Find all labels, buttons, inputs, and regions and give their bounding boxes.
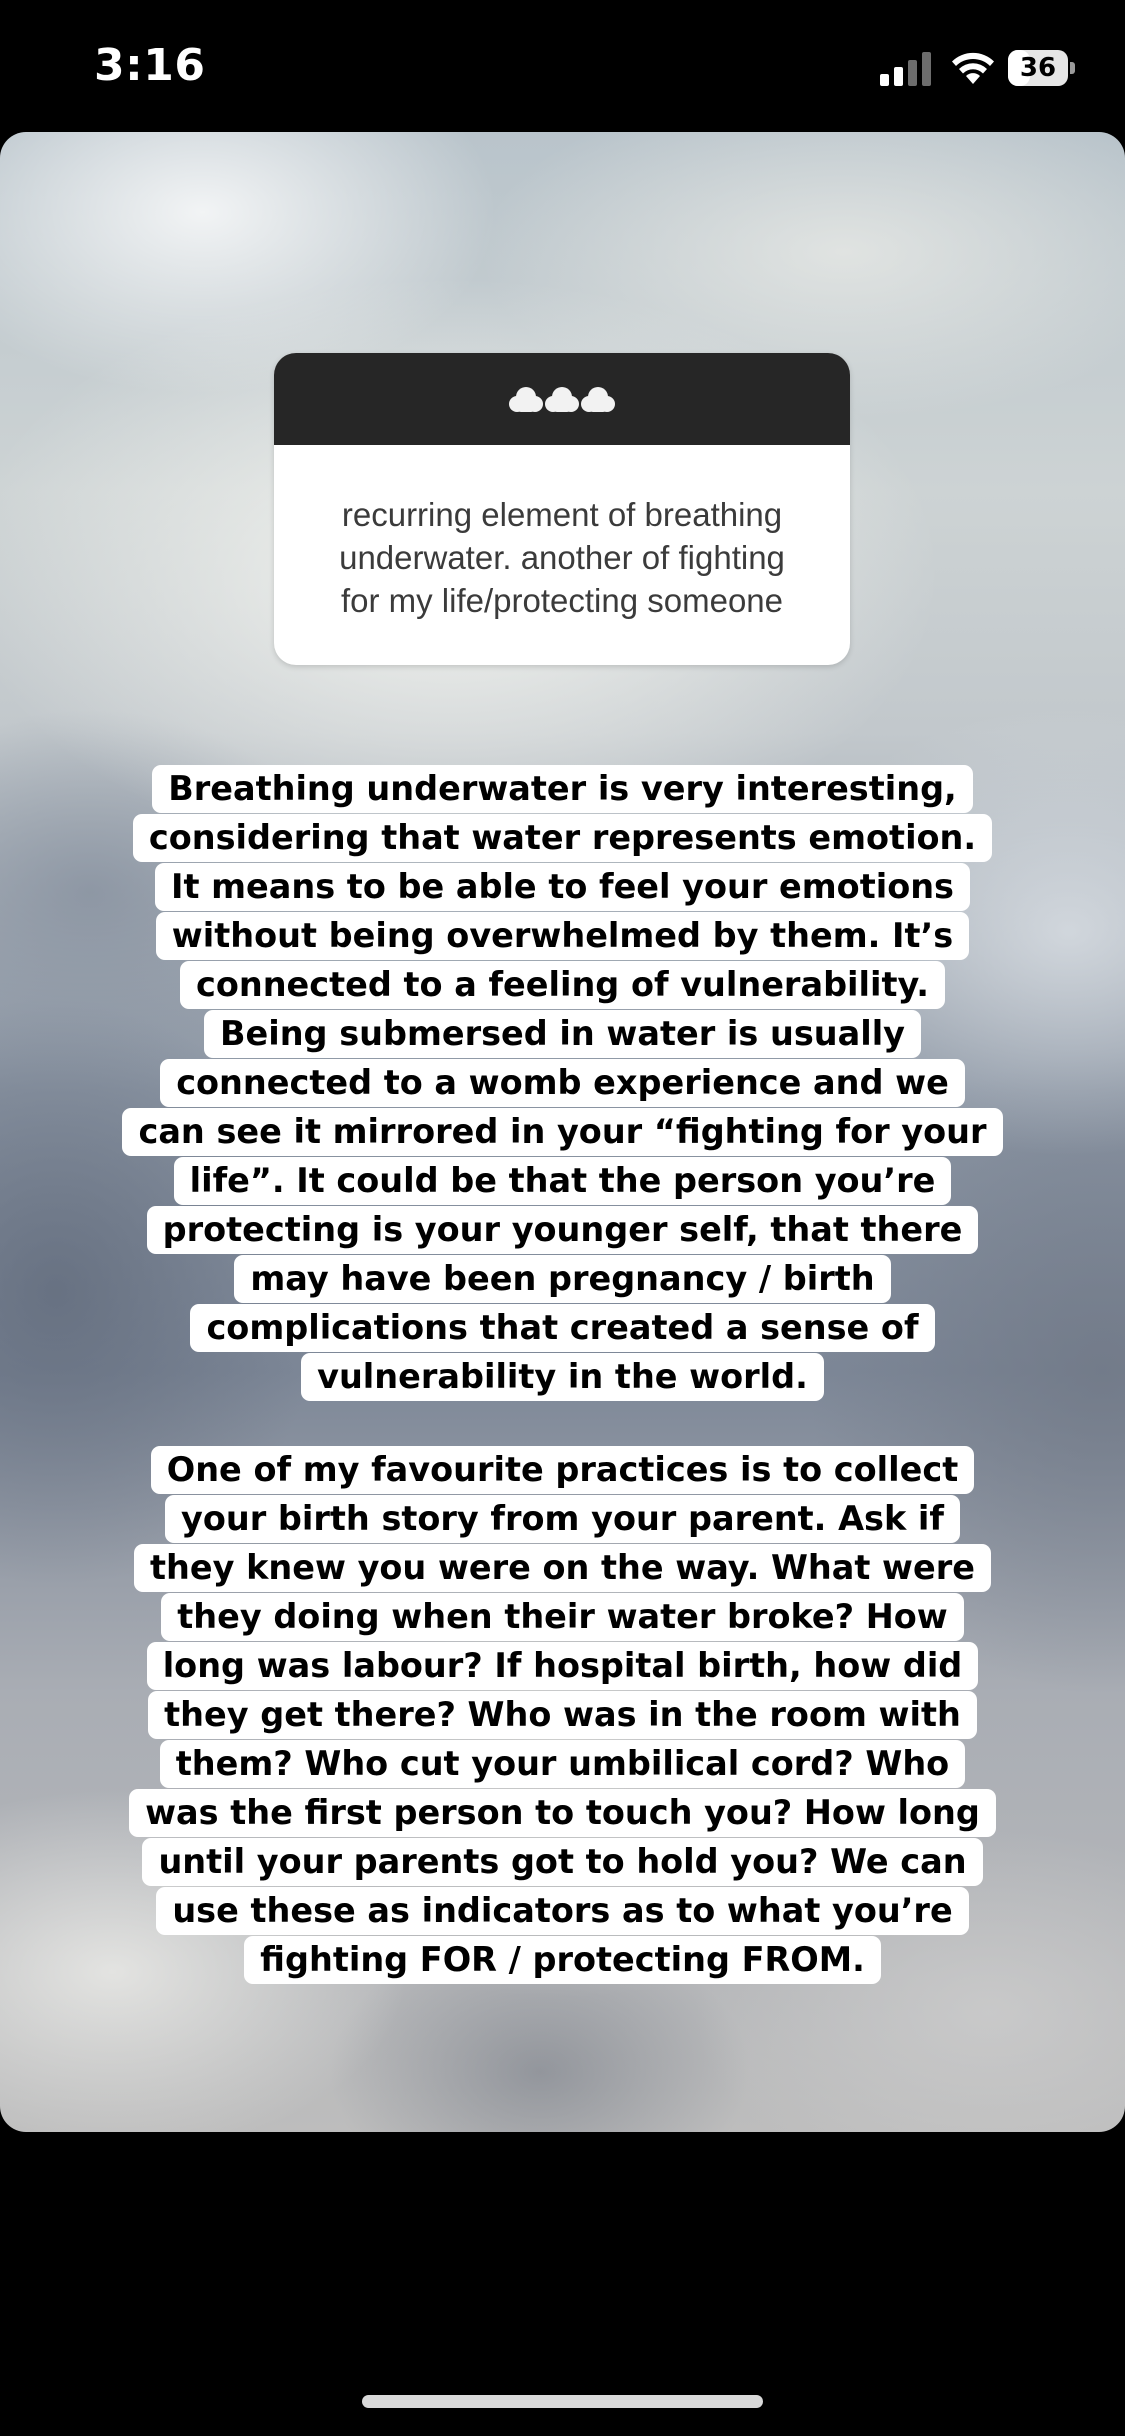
battery-icon [1008, 50, 1076, 86]
answer-line: your birth story from your parent. Ask if [165, 1495, 960, 1543]
answer-line: was the first person to touch you? How long [129, 1789, 996, 1837]
answer-line: they get there? Who was in the room with [148, 1691, 977, 1739]
answer-line: Being submersed in water is usually [204, 1010, 921, 1058]
answer-line: vulnerability in the world. [301, 1353, 824, 1401]
answer-text-2 [0, 1445, 1125, 1984]
question-sticker [274, 353, 850, 665]
cloud-icons [506, 383, 618, 415]
wifi-icon [950, 50, 996, 86]
answer-line: connected to a womb experience and we [160, 1059, 965, 1107]
story-card[interactable] [0, 132, 1125, 2132]
cloud-icon [509, 387, 543, 412]
answer-line: can see it mirrored in your “fighting for your [122, 1108, 1002, 1156]
answer-line: protecting is your younger self, that there [147, 1206, 979, 1254]
answer-line: life”. It could be that the person you’re [174, 1157, 952, 1205]
status-bar [0, 0, 1125, 132]
cloud-icon [581, 387, 615, 412]
question-line: underwater. another of fighting [339, 539, 785, 576]
answer-line: use these as indicators as to what you’re [156, 1887, 968, 1935]
question-sticker-header [274, 353, 850, 445]
answer-line: they doing when their water broke? How [161, 1593, 964, 1641]
answer-line: It means to be able to feel your emotions [155, 863, 970, 911]
home-indicator[interactable] [362, 2395, 763, 2408]
answer-line: may have been pregnancy / birth [234, 1255, 890, 1303]
answer-text-1 [0, 764, 1125, 1401]
answer-line: they knew you were on the way. What were [134, 1544, 991, 1592]
question-line: for my life/protecting someone [340, 582, 784, 619]
answer-line: complications that created a sense of [190, 1304, 934, 1352]
battery-percentage: 36 [1019, 53, 1057, 83]
question-line: recurring element of breathing [341, 496, 783, 533]
answer-line: considering that water represents emotion. [133, 814, 992, 862]
cloud-icon [545, 387, 579, 412]
answer-line: without being overwhelmed by them. It’s [156, 912, 969, 960]
answer-line: until your parents got to hold you? We can [142, 1838, 982, 1886]
signal-icon [880, 52, 934, 86]
question-text [274, 493, 850, 622]
answer-line: long was labour? If hospital birth, how did [147, 1642, 979, 1690]
answer-line: One of my favourite practices is to collect [151, 1446, 975, 1494]
answer-line: them? Who cut your umbilical cord? Who [160, 1740, 965, 1788]
answer-line: connected to a feeling of vulnerability. [180, 961, 945, 1009]
answer-line: Breathing underwater is very interesting, [152, 765, 973, 813]
answer-line: fighting FOR / protecting FROM. [244, 1936, 881, 1984]
status-time: 3:16 [94, 40, 206, 91]
